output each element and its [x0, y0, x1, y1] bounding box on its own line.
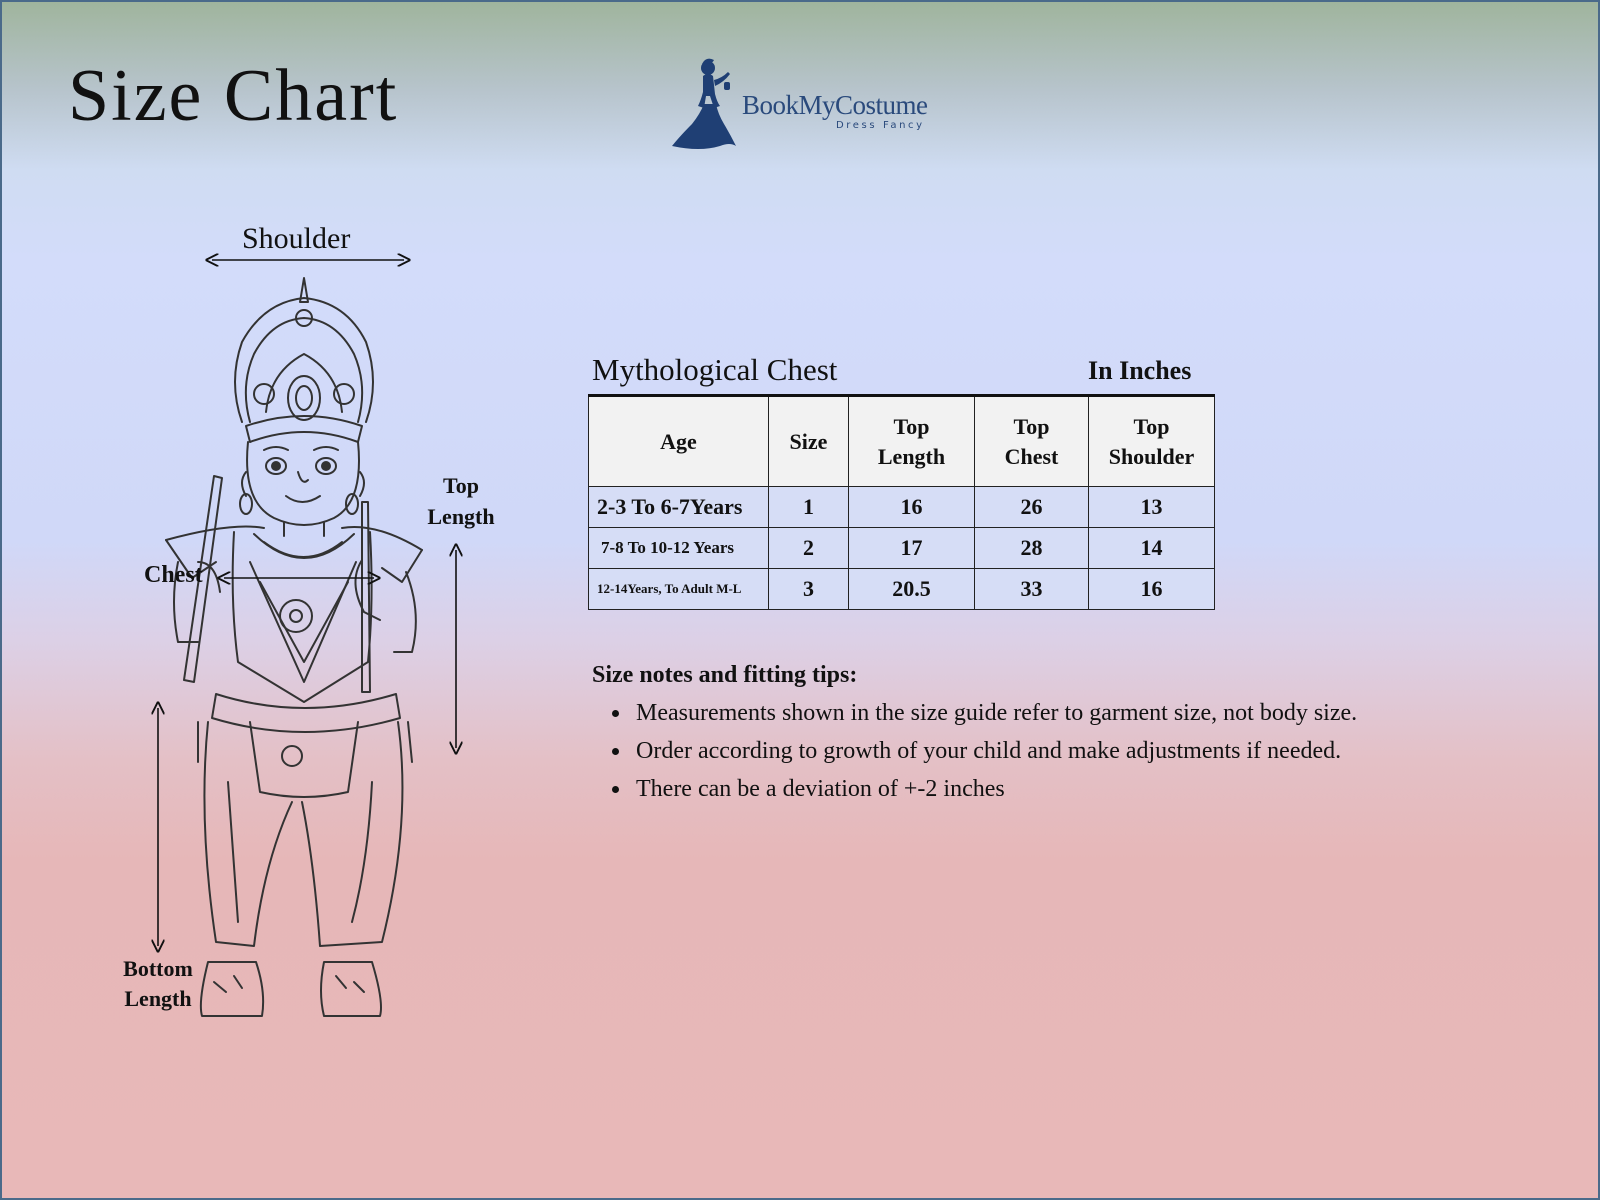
notes-list	[610, 694, 1357, 808]
bottom-length-label: Bottom Length	[123, 956, 193, 1011]
cell-age: 2-3 To 6-7Years	[589, 487, 769, 528]
chest-label: Chest	[144, 562, 203, 588]
cell-top-shoulder: 16	[1089, 569, 1215, 610]
cell-top-shoulder: 13	[1089, 487, 1215, 528]
cell-size: 2	[769, 528, 849, 569]
table-caption: Mythological Chest	[592, 352, 838, 387]
costume-silhouette-icon	[670, 54, 750, 154]
shoulder-label: Shoulder	[242, 222, 351, 255]
cell-top-chest: 26	[975, 487, 1089, 528]
table-unit: In Inches	[1088, 356, 1192, 385]
brand-name: BookMyCostume	[742, 90, 928, 120]
cell-top-shoulder: 14	[1089, 528, 1215, 569]
table-header-row	[589, 396, 1215, 487]
bullet-icon	[612, 710, 619, 717]
table-row	[589, 487, 1215, 528]
list-item: Measurements shown in the size guide refer to garment size, not body size.	[610, 694, 1357, 732]
brand-logo	[670, 54, 940, 154]
cell-size: 1	[769, 487, 849, 528]
costume-figure-illustration	[2, 2, 602, 1200]
bullet-icon	[612, 748, 619, 755]
size-table	[588, 394, 1215, 610]
top-length-label: Top Length	[427, 473, 495, 529]
cell-age: 12-14Years, To Adult M-L	[589, 569, 769, 610]
header-top-shoulder: Top Shoulder	[1089, 396, 1215, 487]
list-item: Order according to growth of your child and make adjustments if needed.	[610, 732, 1357, 770]
header-age: Age	[589, 396, 769, 487]
header-top-chest: Top Chest	[975, 396, 1089, 487]
cell-top-length: 17	[849, 528, 975, 569]
cell-top-chest: 28	[975, 528, 1089, 569]
table-row	[589, 569, 1215, 610]
header-size: Size	[769, 396, 849, 487]
cell-top-chest: 33	[975, 569, 1089, 610]
cell-age: 7-8 To 10-12 Years	[589, 528, 769, 569]
notes-title: Size notes and fitting tips:	[592, 662, 858, 688]
cell-top-length: 16	[849, 487, 975, 528]
table-row	[589, 528, 1215, 569]
bullet-icon	[612, 786, 619, 793]
list-item: There can be a deviation of +-2 inches	[610, 770, 1357, 808]
brand-tagline: Dress Fancy	[836, 120, 925, 131]
header-top-length: Top Length	[849, 396, 975, 487]
cell-size: 3	[769, 569, 849, 610]
cell-top-length: 20.5	[849, 569, 975, 610]
page-title: Size Chart	[68, 55, 399, 137]
